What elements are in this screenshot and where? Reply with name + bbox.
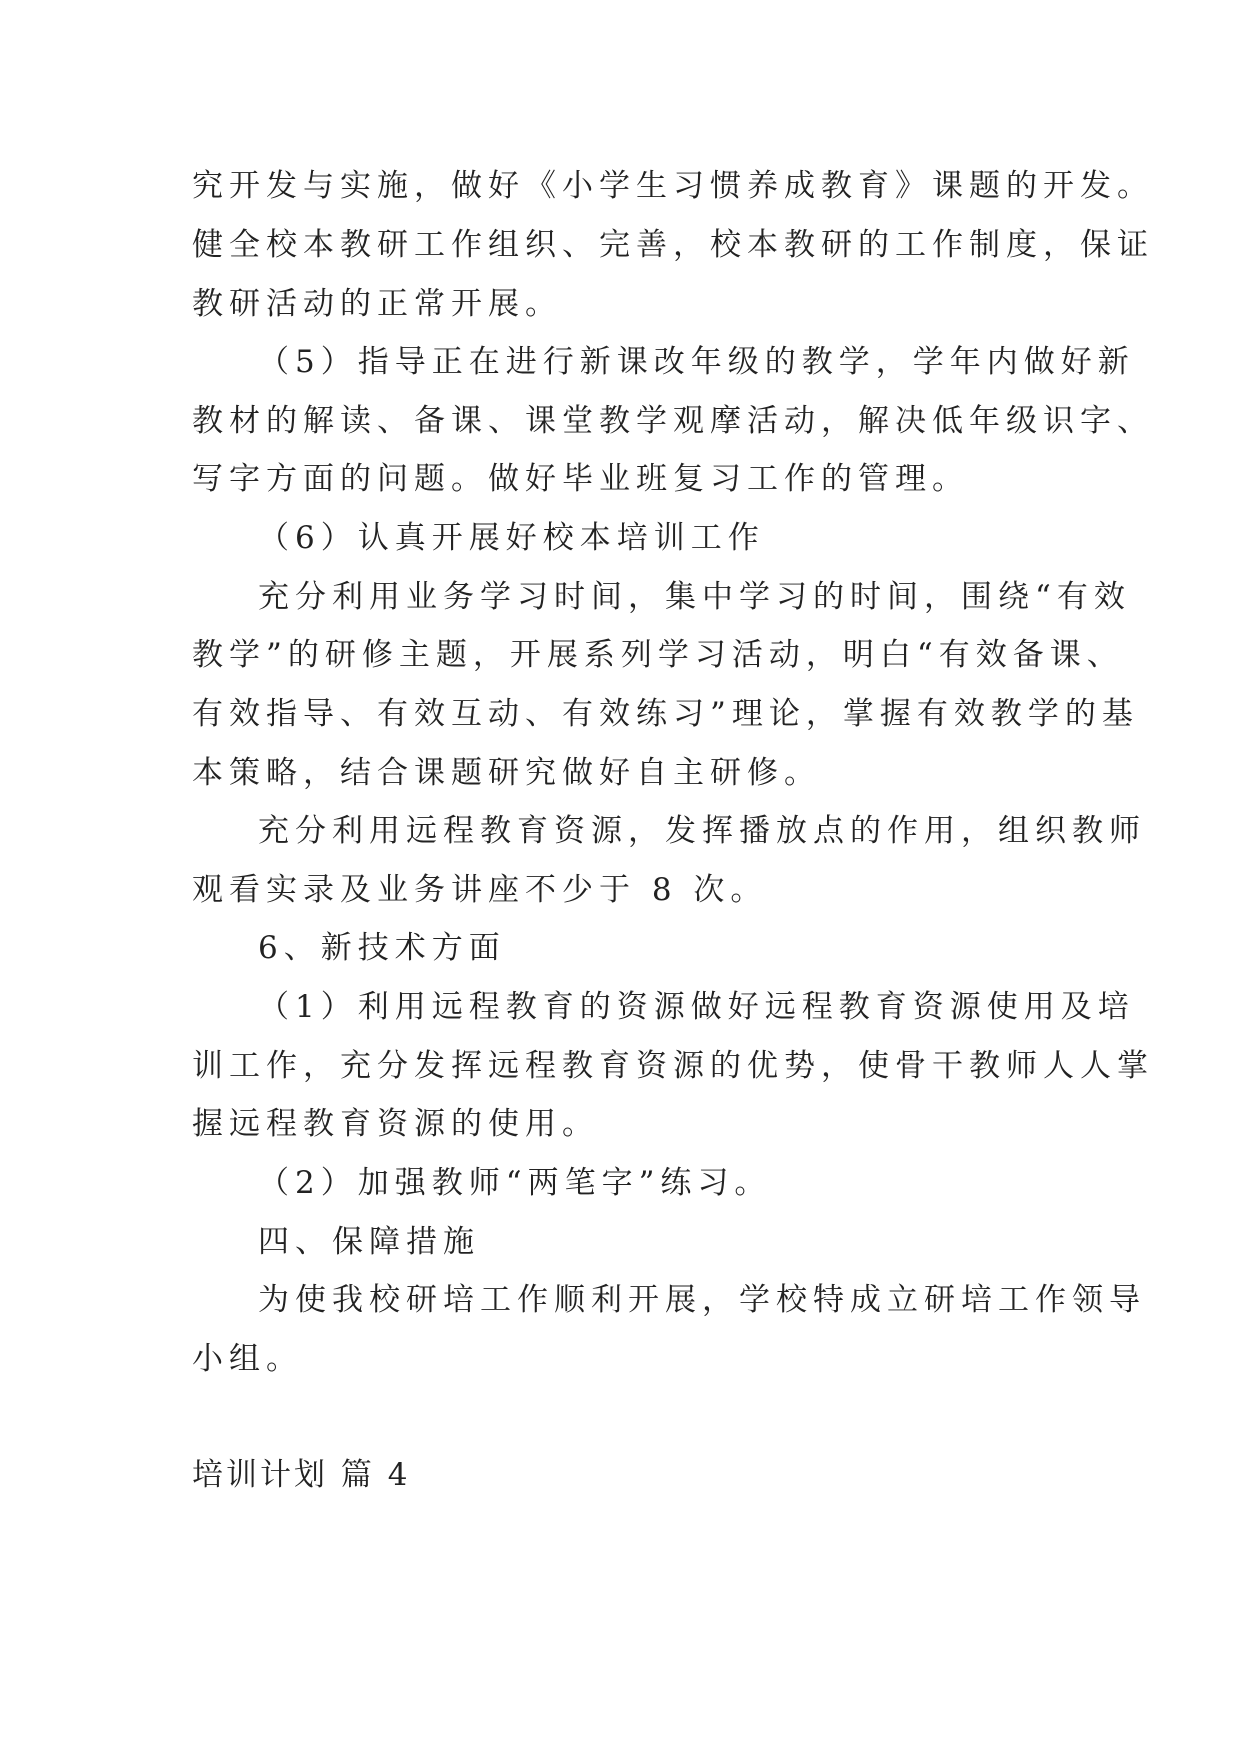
paragraph-line: 教材的解读、备课、课堂教学观摩活动，解决低年级识字、 — [192, 403, 1154, 439]
paragraph-line: 有效指导、有效互动、有效练习”理论，掌握有效教学的基 — [192, 696, 1139, 732]
paragraph-line: 究开发与实施，做好《小学生习惯养成教育》课题的开发。 — [192, 168, 1154, 204]
section-heading: 6、新技术方面 — [258, 930, 506, 966]
paragraph-line: （6）认真开展好校本培训工作 — [258, 520, 765, 556]
paragraph-line: （2）加强教师“两笔字”练习。 — [258, 1165, 772, 1201]
section-title: 培训计划 篇 4 — [192, 1457, 411, 1493]
paragraph-line: （1）利用远程教育的资源做好远程教育资源使用及培 — [258, 989, 1135, 1025]
paragraph-line: 充分利用远程教育资源，发挥播放点的作用，组织教师 — [258, 813, 1146, 849]
paragraph-line: 教学”的研修主题，开展系列学习活动，明白“有效备课、 — [192, 637, 1124, 673]
paragraph-line: 充分利用业务学习时间，集中学习的时间，围绕“有效 — [258, 579, 1131, 615]
paragraph-line: 写字方面的问题。做好毕业班复习工作的管理。 — [192, 461, 969, 497]
paragraph-line: 训工作，充分发挥远程教育资源的优势，使骨干教师人人掌 — [192, 1048, 1154, 1084]
paragraph-line: （5）指导正在进行新课改年级的教学，学年内做好新 — [258, 344, 1135, 380]
paragraph-line: 健全校本教研工作组织、完善，校本教研的工作制度，保证 — [192, 227, 1154, 263]
section-heading: 四、保障措施 — [258, 1224, 480, 1260]
paragraph-line: 本策略，结合课题研究做好自主研修。 — [192, 755, 821, 791]
paragraph-line: 教研活动的正常开展。 — [192, 286, 562, 322]
paragraph-line: 为使我校研培工作顺利开展，学校特成立研培工作领导 — [258, 1282, 1146, 1318]
paragraph-line: 观看实录及业务讲座不少于 8 次。 — [192, 872, 768, 908]
paragraph-line: 握远程教育资源的使用。 — [192, 1106, 599, 1142]
paragraph-line: 小组。 — [192, 1341, 303, 1377]
